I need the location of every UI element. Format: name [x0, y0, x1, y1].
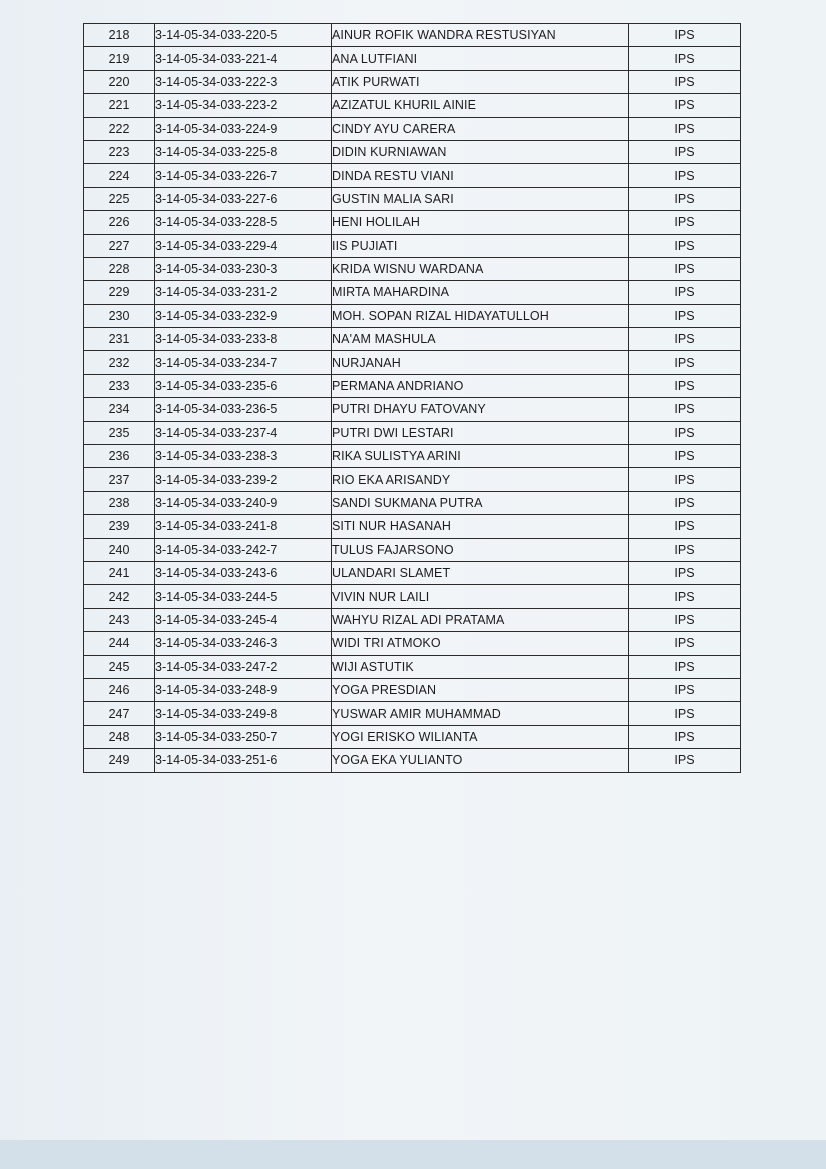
exam-number: 3-14-05-34-033-223-2 [155, 94, 332, 117]
exam-number: 3-14-05-34-033-231-2 [155, 281, 332, 304]
student-name: PUTRI DWI LESTARI [332, 421, 629, 444]
table-row [84, 585, 741, 608]
table-row [84, 234, 741, 257]
table-row [84, 491, 741, 514]
row-number: 232 [84, 351, 155, 374]
table-row [84, 70, 741, 93]
program: IPS [629, 24, 741, 47]
row-number: 237 [84, 468, 155, 491]
program: IPS [629, 608, 741, 631]
row-number: 221 [84, 94, 155, 117]
exam-number: 3-14-05-34-033-238-3 [155, 445, 332, 468]
exam-number: 3-14-05-34-033-229-4 [155, 234, 332, 257]
table-row [84, 47, 741, 70]
exam-number: 3-14-05-34-033-247-2 [155, 655, 332, 678]
row-number: 222 [84, 117, 155, 140]
exam-number: 3-14-05-34-033-236-5 [155, 398, 332, 421]
student-name: DIDIN KURNIAWAN [332, 140, 629, 163]
row-number: 220 [84, 70, 155, 93]
exam-number: 3-14-05-34-033-227-6 [155, 187, 332, 210]
table-row [84, 421, 741, 444]
student-name: SANDI SUKMANA PUTRA [332, 491, 629, 514]
student-name: CINDY AYU CARERA [332, 117, 629, 140]
table-row [84, 257, 741, 280]
student-name: AINUR ROFIK WANDRA RESTUSIYAN [332, 24, 629, 47]
student-name: DINDA RESTU VIANI [332, 164, 629, 187]
student-name: NA'AM MASHULA [332, 328, 629, 351]
student-name: YOGA EKA YULIANTO [332, 749, 629, 772]
program: IPS [629, 164, 741, 187]
table-row [84, 351, 741, 374]
row-number: 230 [84, 304, 155, 327]
student-name: MIRTA MAHARDINA [332, 281, 629, 304]
row-number: 228 [84, 257, 155, 280]
program: IPS [629, 328, 741, 351]
program: IPS [629, 257, 741, 280]
student-name: TULUS FAJARSONO [332, 538, 629, 561]
table-row [84, 398, 741, 421]
student-name: AZIZATUL KHURIL AINIE [332, 94, 629, 117]
student-name: ANA LUTFIANI [332, 47, 629, 70]
student-name: WIJI ASTUTIK [332, 655, 629, 678]
row-number: 223 [84, 140, 155, 163]
exam-number: 3-14-05-34-033-250-7 [155, 725, 332, 748]
program: IPS [629, 538, 741, 561]
exam-number: 3-14-05-34-033-235-6 [155, 374, 332, 397]
exam-number: 3-14-05-34-033-232-9 [155, 304, 332, 327]
exam-number: 3-14-05-34-033-225-8 [155, 140, 332, 163]
exam-number: 3-14-05-34-033-243-6 [155, 561, 332, 584]
table-row [84, 538, 741, 561]
student-name: RIKA SULISTYA ARINI [332, 445, 629, 468]
program: IPS [629, 468, 741, 491]
row-number: 249 [84, 749, 155, 772]
table-row [84, 468, 741, 491]
program: IPS [629, 421, 741, 444]
table-row [84, 655, 741, 678]
row-number: 245 [84, 655, 155, 678]
table-row [84, 24, 741, 47]
student-name: RIO EKA ARISANDY [332, 468, 629, 491]
exam-number: 3-14-05-34-033-240-9 [155, 491, 332, 514]
student-name: VIVIN NUR LAILI [332, 585, 629, 608]
student-name: ULANDARI SLAMET [332, 561, 629, 584]
row-number: 225 [84, 187, 155, 210]
exam-number: 3-14-05-34-033-246-3 [155, 632, 332, 655]
program: IPS [629, 281, 741, 304]
program: IPS [629, 632, 741, 655]
row-number: 238 [84, 491, 155, 514]
exam-number: 3-14-05-34-033-239-2 [155, 468, 332, 491]
row-number: 241 [84, 561, 155, 584]
program: IPS [629, 725, 741, 748]
student-name: WAHYU RIZAL ADI PRATAMA [332, 608, 629, 631]
row-number: 235 [84, 421, 155, 444]
exam-number: 3-14-05-34-033-242-7 [155, 538, 332, 561]
program: IPS [629, 491, 741, 514]
student-name: MOH. SOPAN RIZAL HIDAYATULLOH [332, 304, 629, 327]
student-name: HENI HOLILAH [332, 211, 629, 234]
table-row [84, 164, 741, 187]
program: IPS [629, 678, 741, 701]
program: IPS [629, 351, 741, 374]
exam-number: 3-14-05-34-033-234-7 [155, 351, 332, 374]
row-number: 243 [84, 608, 155, 631]
exam-number: 3-14-05-34-033-220-5 [155, 24, 332, 47]
row-number: 234 [84, 398, 155, 421]
exam-number: 3-14-05-34-033-222-3 [155, 70, 332, 93]
table-row [84, 328, 741, 351]
row-number: 240 [84, 538, 155, 561]
scan-bottom-edge [0, 1140, 826, 1169]
student-table [83, 23, 741, 773]
row-number: 242 [84, 585, 155, 608]
exam-number: 3-14-05-34-033-251-6 [155, 749, 332, 772]
program: IPS [629, 94, 741, 117]
row-number: 231 [84, 328, 155, 351]
student-name: GUSTIN MALIA SARI [332, 187, 629, 210]
exam-number: 3-14-05-34-033-245-4 [155, 608, 332, 631]
exam-number: 3-14-05-34-033-226-7 [155, 164, 332, 187]
student-name: NURJANAH [332, 351, 629, 374]
row-number: 229 [84, 281, 155, 304]
table-row [84, 140, 741, 163]
student-name: YOGI ERISKO WILIANTA [332, 725, 629, 748]
table-row [84, 281, 741, 304]
program: IPS [629, 515, 741, 538]
exam-number: 3-14-05-34-033-249-8 [155, 702, 332, 725]
student-name: ATIK PURWATI [332, 70, 629, 93]
student-name: SITI NUR HASANAH [332, 515, 629, 538]
table-row [84, 749, 741, 772]
table-row [84, 725, 741, 748]
row-number: 244 [84, 632, 155, 655]
program: IPS [629, 749, 741, 772]
row-number: 247 [84, 702, 155, 725]
table-row [84, 94, 741, 117]
row-number: 224 [84, 164, 155, 187]
row-number: 226 [84, 211, 155, 234]
program: IPS [629, 47, 741, 70]
exam-number: 3-14-05-34-033-224-9 [155, 117, 332, 140]
table-row [84, 211, 741, 234]
table-row [84, 187, 741, 210]
program: IPS [629, 304, 741, 327]
table-row [84, 561, 741, 584]
exam-number: 3-14-05-34-033-221-4 [155, 47, 332, 70]
row-number: 236 [84, 445, 155, 468]
program: IPS [629, 187, 741, 210]
table-row [84, 515, 741, 538]
student-name: KRIDA WISNU WARDANA [332, 257, 629, 280]
program: IPS [629, 445, 741, 468]
exam-number: 3-14-05-34-033-230-3 [155, 257, 332, 280]
program: IPS [629, 374, 741, 397]
program: IPS [629, 211, 741, 234]
program: IPS [629, 655, 741, 678]
table-row [84, 117, 741, 140]
table-row [84, 608, 741, 631]
table-row [84, 702, 741, 725]
row-number: 227 [84, 234, 155, 257]
exam-number: 3-14-05-34-033-248-9 [155, 678, 332, 701]
table-row [84, 304, 741, 327]
student-name: PUTRI DHAYU FATOVANY [332, 398, 629, 421]
student-name: YOGA PRESDIAN [332, 678, 629, 701]
student-name: PERMANA ANDRIANO [332, 374, 629, 397]
program: IPS [629, 561, 741, 584]
program: IPS [629, 117, 741, 140]
row-number: 233 [84, 374, 155, 397]
table-row [84, 374, 741, 397]
exam-number: 3-14-05-34-033-241-8 [155, 515, 332, 538]
program: IPS [629, 585, 741, 608]
row-number: 218 [84, 24, 155, 47]
row-number: 219 [84, 47, 155, 70]
row-number: 248 [84, 725, 155, 748]
program: IPS [629, 702, 741, 725]
row-number: 239 [84, 515, 155, 538]
program: IPS [629, 140, 741, 163]
exam-number: 3-14-05-34-033-237-4 [155, 421, 332, 444]
row-number: 246 [84, 678, 155, 701]
program: IPS [629, 398, 741, 421]
table-row [84, 678, 741, 701]
student-name: YUSWAR AMIR MUHAMMAD [332, 702, 629, 725]
exam-number: 3-14-05-34-033-244-5 [155, 585, 332, 608]
table-row [84, 632, 741, 655]
exam-number: 3-14-05-34-033-233-8 [155, 328, 332, 351]
student-table-body [84, 24, 741, 773]
program: IPS [629, 234, 741, 257]
student-name: IIS PUJIATI [332, 234, 629, 257]
table-row [84, 445, 741, 468]
program: IPS [629, 70, 741, 93]
student-name: WIDI TRI ATMOKO [332, 632, 629, 655]
exam-number: 3-14-05-34-033-228-5 [155, 211, 332, 234]
